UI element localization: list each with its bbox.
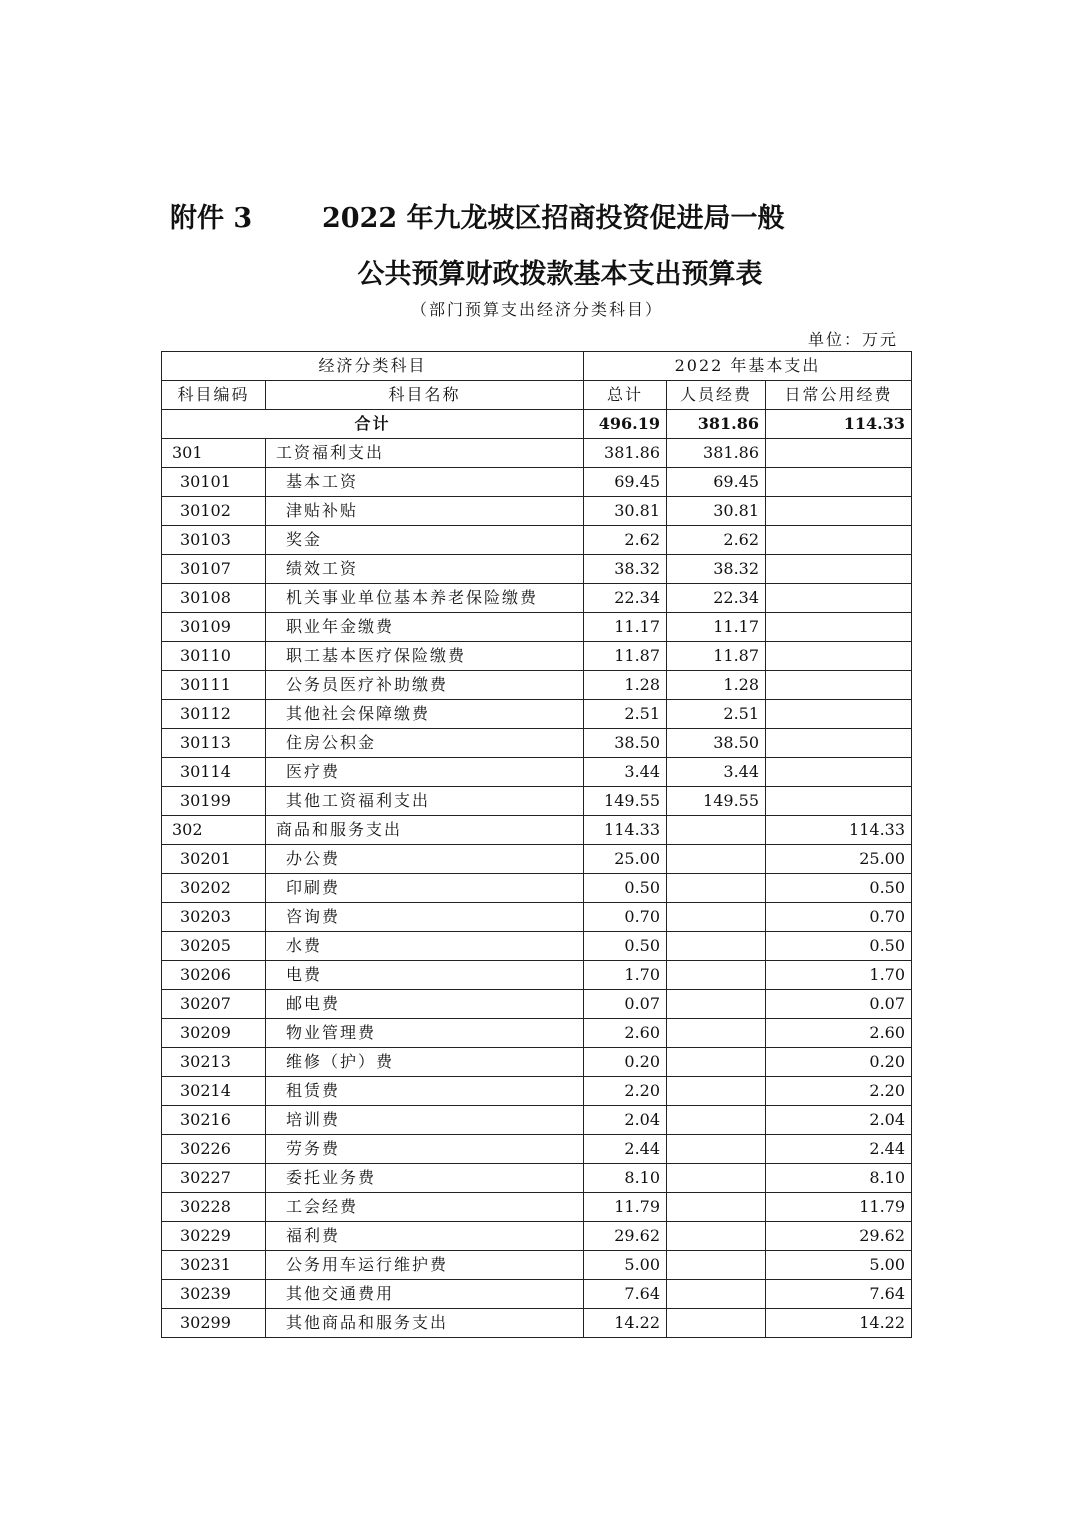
row-personnel: 3.44 <box>667 758 766 787</box>
row-name: 公务员医疗补助缴费 <box>266 671 584 700</box>
row-name: 维修（护）费 <box>266 1048 584 1077</box>
row-personnel <box>667 1309 766 1338</box>
row-code: 30201 <box>162 845 266 874</box>
row-total: 29.62 <box>584 1222 667 1251</box>
row-public: 7.64 <box>766 1280 912 1309</box>
row-code: 30229 <box>162 1222 266 1251</box>
row-name: 津贴补贴 <box>266 497 584 526</box>
row-code: 30239 <box>162 1280 266 1309</box>
total-total: 496.19 <box>584 410 667 439</box>
table-row <box>162 439 912 468</box>
table-row <box>162 700 912 729</box>
header-code: 科目编码 <box>162 381 266 410</box>
row-public <box>766 497 912 526</box>
row-name: 职工基本医疗保险缴费 <box>266 642 584 671</box>
row-name: 物业管理费 <box>266 1019 584 1048</box>
row-personnel <box>667 1048 766 1077</box>
row-public <box>766 787 912 816</box>
row-total: 2.20 <box>584 1077 667 1106</box>
row-code: 302 <box>162 816 266 845</box>
unit-label: 单位：万元 <box>807 330 898 349</box>
row-name: 其他交通费用 <box>266 1280 584 1309</box>
row-code: 30226 <box>162 1135 266 1164</box>
row-name: 水费 <box>266 932 584 961</box>
row-code: 30228 <box>162 1193 266 1222</box>
row-total: 8.10 <box>584 1164 667 1193</box>
row-name: 公务用车运行维护费 <box>266 1251 584 1280</box>
row-public <box>766 584 912 613</box>
row-personnel: 22.34 <box>667 584 766 613</box>
table-row <box>162 613 912 642</box>
row-name: 基本工资 <box>266 468 584 497</box>
table-row <box>162 584 912 613</box>
row-personnel: 2.62 <box>667 526 766 555</box>
row-public: 114.33 <box>766 816 912 845</box>
row-total: 1.28 <box>584 671 667 700</box>
row-code: 30216 <box>162 1106 266 1135</box>
row-personnel <box>667 1077 766 1106</box>
table-row <box>162 932 912 961</box>
table-row <box>162 1077 912 1106</box>
row-public <box>766 729 912 758</box>
row-code: 30213 <box>162 1048 266 1077</box>
row-name: 邮电费 <box>266 990 584 1019</box>
table-row <box>162 497 912 526</box>
row-code: 30199 <box>162 787 266 816</box>
row-name: 其他工资福利支出 <box>266 787 584 816</box>
row-code: 30214 <box>162 1077 266 1106</box>
row-code: 30202 <box>162 874 266 903</box>
row-public: 25.00 <box>766 845 912 874</box>
row-personnel <box>667 874 766 903</box>
table-row <box>162 1280 912 1309</box>
row-personnel <box>667 1106 766 1135</box>
table-row <box>162 990 912 1019</box>
row-total: 11.87 <box>584 642 667 671</box>
row-code: 30231 <box>162 1251 266 1280</box>
group-header-row <box>162 352 912 381</box>
table-row <box>162 758 912 787</box>
row-code: 30206 <box>162 961 266 990</box>
header-name: 科目名称 <box>266 381 584 410</box>
row-personnel: 11.17 <box>667 613 766 642</box>
row-total: 14.22 <box>584 1309 667 1338</box>
table-row <box>162 555 912 584</box>
row-code: 30113 <box>162 729 266 758</box>
row-name: 福利费 <box>266 1222 584 1251</box>
table-row <box>162 1164 912 1193</box>
row-code: 30102 <box>162 497 266 526</box>
row-total: 2.04 <box>584 1106 667 1135</box>
row-code: 30108 <box>162 584 266 613</box>
row-total: 11.79 <box>584 1193 667 1222</box>
row-public: 11.79 <box>766 1193 912 1222</box>
row-name: 绩效工资 <box>266 555 584 584</box>
row-public <box>766 671 912 700</box>
table-row <box>162 845 912 874</box>
row-name: 工会经费 <box>266 1193 584 1222</box>
row-name: 委托业务费 <box>266 1164 584 1193</box>
table-row <box>162 1309 912 1338</box>
row-public: 8.10 <box>766 1164 912 1193</box>
row-name: 电费 <box>266 961 584 990</box>
total-public: 114.33 <box>766 410 912 439</box>
table-row <box>162 903 912 932</box>
row-total: 0.70 <box>584 903 667 932</box>
row-total: 2.44 <box>584 1135 667 1164</box>
table-row <box>162 729 912 758</box>
row-public <box>766 468 912 497</box>
table-row <box>162 1251 912 1280</box>
row-public: 2.44 <box>766 1135 912 1164</box>
row-name: 工资福利支出 <box>266 439 584 468</box>
row-total: 0.07 <box>584 990 667 1019</box>
row-total: 2.51 <box>584 700 667 729</box>
row-personnel: 11.87 <box>667 642 766 671</box>
row-total: 38.32 <box>584 555 667 584</box>
document-title-line2: 公共预算财政拨款基本支出预算表 <box>357 259 763 290</box>
row-public: 0.50 <box>766 932 912 961</box>
row-code: 30114 <box>162 758 266 787</box>
row-name: 医疗费 <box>266 758 584 787</box>
row-public: 2.60 <box>766 1019 912 1048</box>
header-total: 总计 <box>584 381 667 410</box>
table-row <box>162 671 912 700</box>
row-code: 301 <box>162 439 266 468</box>
row-personnel: 1.28 <box>667 671 766 700</box>
row-personnel: 149.55 <box>667 787 766 816</box>
table-row <box>162 787 912 816</box>
document-subtitle: （部门预算支出经济分类科目） <box>410 300 663 319</box>
row-name: 机关事业单位基本养老保险缴费 <box>266 584 584 613</box>
row-code: 30207 <box>162 990 266 1019</box>
row-personnel <box>667 903 766 932</box>
table-row <box>162 1106 912 1135</box>
row-total: 0.50 <box>584 932 667 961</box>
row-code: 30299 <box>162 1309 266 1338</box>
row-public: 0.20 <box>766 1048 912 1077</box>
row-personnel <box>667 1135 766 1164</box>
row-public: 0.50 <box>766 874 912 903</box>
row-code: 30112 <box>162 700 266 729</box>
row-personnel <box>667 961 766 990</box>
row-code: 30103 <box>162 526 266 555</box>
row-name: 培训费 <box>266 1106 584 1135</box>
row-personnel <box>667 1222 766 1251</box>
table-row <box>162 874 912 903</box>
row-name: 奖金 <box>266 526 584 555</box>
row-personnel: 38.50 <box>667 729 766 758</box>
row-public: 0.70 <box>766 903 912 932</box>
row-total: 5.00 <box>584 1251 667 1280</box>
row-personnel <box>667 1019 766 1048</box>
row-code: 30109 <box>162 613 266 642</box>
row-name: 其他社会保障缴费 <box>266 700 584 729</box>
row-name: 其他商品和服务支出 <box>266 1309 584 1338</box>
row-code: 30205 <box>162 932 266 961</box>
table-row <box>162 1222 912 1251</box>
row-personnel <box>667 1280 766 1309</box>
row-public: 1.70 <box>766 961 912 990</box>
row-personnel: 2.51 <box>667 700 766 729</box>
row-public: 0.07 <box>766 990 912 1019</box>
table-row <box>162 1048 912 1077</box>
table-row <box>162 526 912 555</box>
row-total: 149.55 <box>584 787 667 816</box>
document-title-line1 <box>170 196 930 236</box>
row-public <box>766 642 912 671</box>
header-economic-classification: 经济分类科目 <box>162 352 584 381</box>
row-total: 1.70 <box>584 961 667 990</box>
table-row <box>162 642 912 671</box>
row-public <box>766 526 912 555</box>
budget-table <box>161 351 912 1338</box>
table-row <box>162 468 912 497</box>
row-total: 30.81 <box>584 497 667 526</box>
row-name: 咨询费 <box>266 903 584 932</box>
title-text-line1: 2022 年九龙坡区招商投资促进局一般 <box>322 203 785 234</box>
total-row <box>162 410 912 439</box>
row-total: 381.86 <box>584 439 667 468</box>
row-personnel <box>667 990 766 1019</box>
row-name: 劳务费 <box>266 1135 584 1164</box>
table-row <box>162 961 912 990</box>
row-total: 0.50 <box>584 874 667 903</box>
table-row <box>162 1193 912 1222</box>
row-total: 38.50 <box>584 729 667 758</box>
header-basic-expenditure: 2022 年基本支出 <box>584 352 912 381</box>
row-code: 30110 <box>162 642 266 671</box>
row-total: 3.44 <box>584 758 667 787</box>
row-name: 商品和服务支出 <box>266 816 584 845</box>
row-name: 租赁费 <box>266 1077 584 1106</box>
row-public <box>766 758 912 787</box>
row-name: 印刷费 <box>266 874 584 903</box>
row-code: 30227 <box>162 1164 266 1193</box>
row-code: 30209 <box>162 1019 266 1048</box>
row-total: 7.64 <box>584 1280 667 1309</box>
attachment-label: 附件 3 <box>170 203 253 234</box>
row-personnel: 38.32 <box>667 555 766 584</box>
row-code: 30107 <box>162 555 266 584</box>
row-code: 30203 <box>162 903 266 932</box>
row-public: 29.62 <box>766 1222 912 1251</box>
row-public: 5.00 <box>766 1251 912 1280</box>
header-personnel: 人员经费 <box>667 381 766 410</box>
row-personnel: 381.86 <box>667 439 766 468</box>
table-row <box>162 1135 912 1164</box>
row-public: 2.20 <box>766 1077 912 1106</box>
row-personnel <box>667 816 766 845</box>
row-name: 办公费 <box>266 845 584 874</box>
row-public <box>766 439 912 468</box>
row-personnel: 30.81 <box>667 497 766 526</box>
row-public: 14.22 <box>766 1309 912 1338</box>
row-personnel <box>667 1251 766 1280</box>
total-label: 合计 <box>162 410 584 439</box>
row-total: 22.34 <box>584 584 667 613</box>
row-total: 114.33 <box>584 816 667 845</box>
row-personnel: 69.45 <box>667 468 766 497</box>
row-total: 0.20 <box>584 1048 667 1077</box>
row-total: 2.60 <box>584 1019 667 1048</box>
row-personnel <box>667 932 766 961</box>
row-name: 住房公积金 <box>266 729 584 758</box>
column-header-row <box>162 381 912 410</box>
row-code: 30111 <box>162 671 266 700</box>
table-row <box>162 1019 912 1048</box>
row-total: 11.17 <box>584 613 667 642</box>
row-name: 职业年金缴费 <box>266 613 584 642</box>
row-public <box>766 613 912 642</box>
row-public <box>766 555 912 584</box>
row-total: 69.45 <box>584 468 667 497</box>
row-public: 2.04 <box>766 1106 912 1135</box>
total-personnel: 381.86 <box>667 410 766 439</box>
table-row <box>162 816 912 845</box>
row-total: 2.62 <box>584 526 667 555</box>
row-personnel <box>667 845 766 874</box>
row-code: 30101 <box>162 468 266 497</box>
row-total: 25.00 <box>584 845 667 874</box>
row-personnel <box>667 1164 766 1193</box>
row-personnel <box>667 1193 766 1222</box>
row-public <box>766 700 912 729</box>
header-public: 日常公用经费 <box>766 381 912 410</box>
